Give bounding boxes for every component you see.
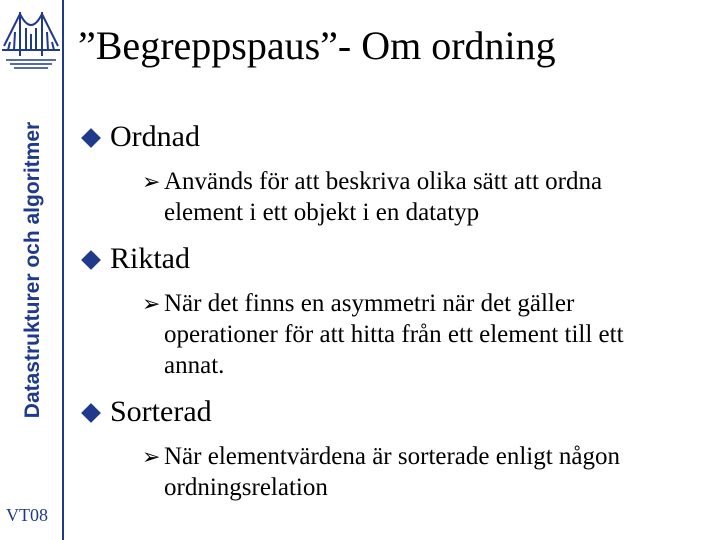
sub-bullet (142, 288, 698, 381)
bullet-label: Sorterad (110, 395, 212, 428)
arrow-bullet-icon: ➢ (142, 169, 161, 194)
sub-bullet-text: När det finns en asymmetri när det gäller operationer för att hitta från ett element till ett annat. (164, 290, 624, 379)
diamond-bullet-icon (81, 403, 101, 423)
slide-content (78, 120, 698, 517)
bullet-label: Ordnad (110, 120, 200, 153)
sub-bullet-text: När elementvärdena är sorterade enligt någon ordningsrelation (164, 443, 621, 501)
diamond-bullet-icon (81, 250, 101, 270)
sub-bullet (142, 166, 698, 228)
bullet-label: Riktad (110, 242, 190, 275)
sidebar-divider (62, 0, 64, 540)
arrow-bullet-icon: ➢ (142, 444, 161, 469)
bridge-logo-icon (2, 6, 60, 72)
course-code: VT08 (6, 505, 48, 525)
sidebar (0, 0, 62, 540)
diamond-bullet-icon (81, 128, 101, 148)
course-title-vertical: Datastrukturer och algoritmer (21, 121, 44, 419)
sub-bullet-text: Används för att beskriva olika sätt att ordna element i ett objekt i en datatyp (164, 168, 603, 226)
arrow-bullet-icon: ➢ (142, 291, 161, 316)
bullet-riktad (78, 242, 698, 276)
bullet-sorterad (78, 395, 698, 429)
bullet-ordnad (78, 120, 698, 154)
slide-title: ”Begreppspaus”- Om ordning (78, 23, 556, 68)
sub-bullet (142, 441, 698, 503)
